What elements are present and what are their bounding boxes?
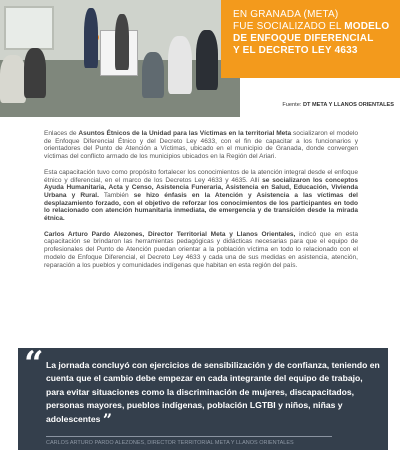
headline-line-2-bold: MODELO (344, 21, 390, 32)
article-bold-run: se hizo énfasis en la Atención y Asistencia a las víctimas del desplazamiento forzado, con el objetivo de reforzar los conocimientos de los participantes en todo lo relacionado con atención humanitaria inmediata, de emergencia y de transición desde la mirada étnica. (44, 191, 358, 223)
headline-line-4: Y EL DECRETO LEY 4633 (233, 45, 358, 56)
article-text-run: socializaron el modelo de Enfoque Diferencial Étnico y del Decreto Ley 4633, con el fin de capacitar a los funcionarios y orientadores del Punto de Atención a Víctimas, ubicado en el municipio de Granada, donde convergen víctimas del conflicto armado de los municipios ubicados en la Región del Ariari. (44, 130, 358, 161)
photo-person (142, 52, 164, 98)
article-text-run: Enlaces de (44, 130, 79, 137)
open-quote-mark: “ (24, 344, 44, 384)
headline-line-3: DE ENFOQUE DIFERENCIAL (233, 33, 374, 44)
photo-person (168, 36, 192, 94)
quote-divider (46, 436, 332, 437)
article-body (44, 130, 358, 277)
article-bold-run: Asuntos Étnicos de la Unidad para las Víctimas en la territorial Meta (78, 130, 292, 137)
headline-text (233, 9, 395, 57)
source-label: Fuente: (282, 102, 302, 108)
quote-text-block (46, 359, 382, 429)
headline-line-2: FUE SOCIALIZADO EL (233, 21, 345, 32)
close-quote-mark: ” (102, 409, 113, 429)
headline-line-1: EN GRANADA (META) (233, 9, 339, 20)
article-paragraph (44, 130, 358, 161)
photo-source (282, 102, 394, 108)
header-photo (0, 0, 240, 117)
source-name: DT META Y LLANOS ORIENTALES (302, 102, 394, 108)
article-bold-run: Carlos Arturo Pardo Alezones, Director Territorial Meta y Llanos Orientales, (44, 230, 296, 238)
quote-attribution: CARLOS ARTURO PARDO ALEZONES, DIRECTOR TERRITORIAL META Y LLANOS ORIENTALES (46, 440, 294, 446)
pull-quote (18, 344, 388, 450)
photo-person (84, 8, 98, 68)
article-text-run: También (98, 191, 134, 199)
article-text-run: Esta capacitación tuvo como propósito fortalecer los conocimientos de la atención integral desde el enfoque étnico y diferencial, en el marco de los Decretos Ley 4633 y 4635. Allí (44, 168, 358, 184)
photo-person (0, 55, 26, 103)
headline-banner (221, 0, 400, 78)
article-paragraph (44, 169, 358, 223)
photo-person (115, 14, 129, 70)
article-paragraph (44, 231, 358, 270)
photo-window (4, 6, 54, 50)
article-bold-run: se socializaron los conceptos Ayuda Humanitaria, Acta y Censo, Asistencia Funeraria, Asistencia en Salud, Educación, Vivienda Urbana y Rural. (44, 176, 359, 199)
photo-person (196, 30, 218, 90)
quote-text: La jornada concluyó con ejercicios de sensibilización y de confianza, teniendo en cuenta que el cambio debe empezar en cada integrante del equipo de trabajo, para evitar situaciones como la discriminación de mujeres, discapacitados, personas mayores, pueblos indígenas, población LGTBI y niños, niñas y adolescentes (46, 360, 380, 424)
photo-person (24, 48, 46, 98)
article-text-run: indicó que en esta capacitación se brindaron las herramientas pedagógicas y didácticas necesarias para que el equipo de profesionales del Punto de Atención puedan orientar a la población víctima en todo lo relacionado con el modelo de Enfoque Diferencial, el Decreto Ley 4633 y cada una de sus medidas en asistencia, atención, reparación a los pueblos y comunidades indígenas que habitan en esta región del país. (44, 230, 358, 269)
